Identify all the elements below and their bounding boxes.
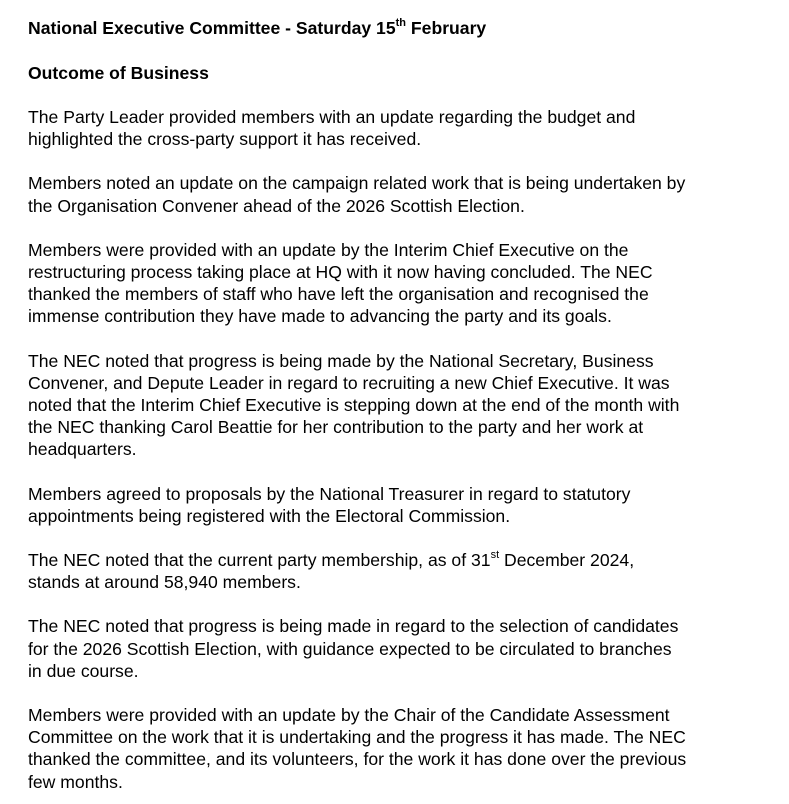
paragraph-line: thanked the members of staff who have left the organisation and recognised the xyxy=(28,284,649,305)
paragraph-leader-update xyxy=(28,106,769,150)
paragraph-line: Members were provided with an update by the Chair of the Candidate Assessment xyxy=(28,705,670,726)
paragraph-treasurer-proposals xyxy=(28,483,769,527)
paragraph-line: for the 2026 Scottish Election, with guidance expected to be circulated to branches xyxy=(28,638,672,659)
paragraph-line: Members agreed to proposals by the National Treasurer in regard to statutory xyxy=(28,483,631,504)
paragraph-line: The NEC noted that progress is being made by the National Secretary, Business xyxy=(28,350,654,371)
paragraph-restructuring-update xyxy=(28,239,769,328)
paragraph-membership xyxy=(28,549,769,593)
paragraph-line: headquarters. xyxy=(28,439,137,460)
paragraph-line: Members noted an update on the campaign related work that is being undertaken by xyxy=(28,173,686,194)
document-title xyxy=(28,17,769,39)
title-prefix: National Executive Committee - Saturday 15 xyxy=(28,18,396,38)
paragraph-line: The Party Leader provided members with an update regarding the budget and xyxy=(28,107,636,127)
paragraph-campaign-update xyxy=(28,172,769,216)
paragraph-line: appointments being registered with the Electoral Commission. xyxy=(28,505,511,526)
paragraph-line: thanked the committee, and its volunteers, for the work it has done over the previous xyxy=(28,749,687,770)
paragraph-candidate-selection xyxy=(28,615,769,682)
paragraph-line: the NEC thanking Carol Beattie for her contribution to the party and her work at xyxy=(28,417,644,438)
paragraph-line: Convener, and Depute Leader in regard to recruiting a new Chief Executive. It was xyxy=(28,372,670,393)
paragraph-line: noted that the Interim Chief Executive is stepping down at the end of the month with xyxy=(28,395,680,416)
section-heading: Outcome of Business xyxy=(28,63,209,83)
paragraph-line: The NEC noted that progress is being made in regard to the selection of candidates xyxy=(28,616,679,637)
membership-text-prefix: The NEC noted that the current party membership, as of 31 xyxy=(28,550,491,571)
paragraph-line xyxy=(28,549,769,571)
paragraph-line: the Organisation Convener ahead of the 2026 Scottish Election. xyxy=(28,195,525,216)
title-rest: February xyxy=(406,18,487,38)
paragraph-line: stands at around 58,940 members. xyxy=(28,572,301,593)
title-ordinal-suffix: th xyxy=(395,17,407,30)
membership-ordinal-suffix: st xyxy=(490,549,500,562)
paragraph-candidate-assessment xyxy=(28,704,769,793)
membership-text-rest: December 2024, xyxy=(499,550,635,571)
paragraph-line: few months. xyxy=(28,771,123,792)
paragraph-line: Committee on the work that it is undertaking and the progress it has made. The NEC xyxy=(28,727,686,748)
paragraph-chief-executive-recruitment xyxy=(28,350,769,461)
paragraph-line: restructuring process taking place at HQ with it now having concluded. The NEC xyxy=(28,262,653,283)
paragraph-line: Members were provided with an update by the Interim Chief Executive on the xyxy=(28,239,629,260)
paragraph-line: highlighted the cross-party support it has received. xyxy=(28,129,422,150)
paragraph-line: immense contribution they have made to advancing the party and its goals. xyxy=(28,306,612,327)
paragraph-line: in due course. xyxy=(28,660,139,681)
